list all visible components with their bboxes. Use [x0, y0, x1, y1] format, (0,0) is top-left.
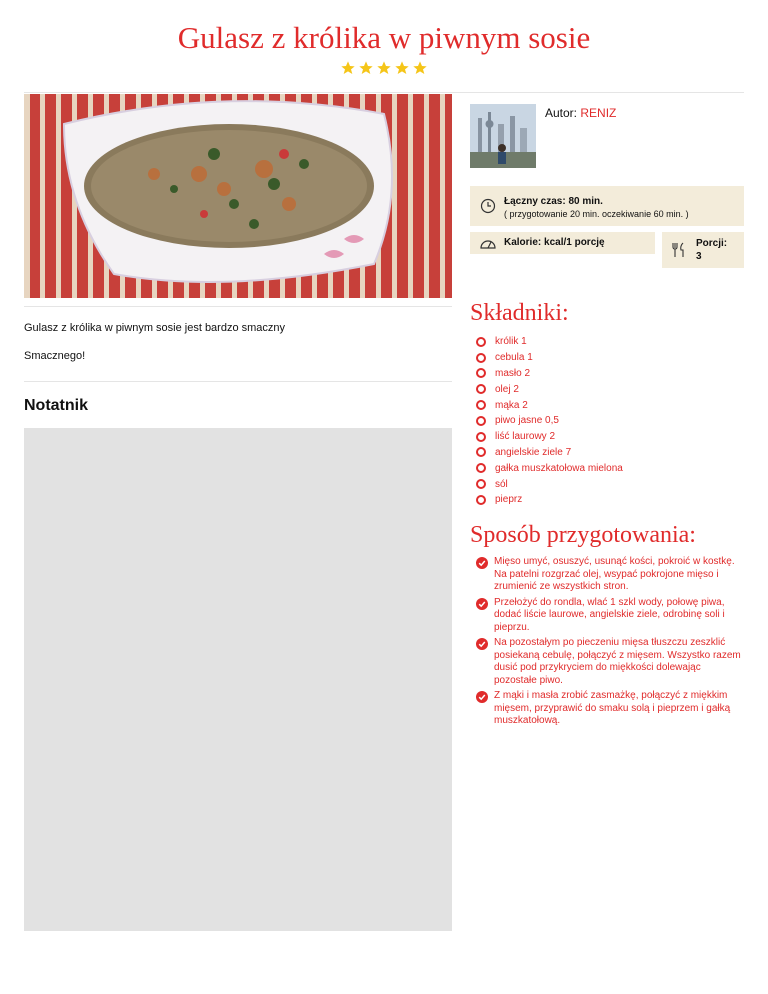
cutlery-icon	[672, 242, 686, 258]
circle-bullet-icon	[476, 416, 486, 426]
ingredient-text: pieprz	[495, 494, 523, 506]
method-step-text: Mięso umyć, osuszyć, usunąć kości, pokroić w kostkę. Na patelni rozgrzać olej, wsypać pokrojone mięso i zrumienić ze wszystkich stron.	[494, 556, 735, 592]
author-label: Autor:	[545, 106, 578, 120]
ingredient-item	[476, 366, 623, 382]
ingredient-text: olej 2	[495, 383, 519, 395]
ingredient-text: sól	[495, 478, 508, 490]
portions-box	[662, 232, 744, 268]
circle-bullet-icon	[476, 463, 486, 473]
ingredient-text: masło 2	[495, 367, 531, 379]
ingredient-text: angielskie ziele 7	[495, 446, 572, 458]
recipe-title: Gulasz z królika w piwnym sosie	[177, 20, 591, 55]
ingredient-item	[476, 492, 623, 508]
circle-bullet-icon	[476, 337, 486, 347]
ingredient-item	[476, 334, 623, 350]
method-step	[476, 637, 744, 687]
portions-value: 3	[696, 251, 702, 262]
ingredient-text: gałka muszkatołowa mielona	[495, 462, 623, 474]
star-icon[interactable]	[376, 60, 392, 76]
divider	[24, 381, 452, 382]
portions-label-text: Porcji:	[696, 238, 728, 249]
ingredients-heading: Składniki:	[470, 300, 569, 326]
ingredient-item	[476, 429, 623, 445]
ingredient-text: królik 1	[495, 336, 527, 348]
circle-bullet-icon	[476, 432, 486, 442]
method-heading: Sposób przygotowania:	[470, 522, 696, 548]
star-icon[interactable]	[340, 60, 356, 76]
method-step	[476, 556, 744, 594]
ingredient-item	[476, 476, 623, 492]
ingredient-item	[476, 460, 623, 476]
divider	[24, 92, 744, 93]
circle-bullet-icon	[476, 353, 486, 363]
check-circle-icon	[476, 557, 488, 569]
ingredient-text: piwo jasne 0,5	[495, 415, 559, 427]
ingredient-item	[476, 397, 623, 413]
total-time-box	[470, 186, 744, 226]
check-circle-icon	[476, 691, 488, 703]
circle-bullet-icon	[476, 447, 486, 457]
method-step	[476, 690, 744, 728]
ingredient-item	[476, 413, 623, 429]
star-icon[interactable]	[394, 60, 410, 76]
circle-bullet-icon	[476, 384, 486, 394]
circle-bullet-icon	[476, 479, 486, 489]
ingredient-item	[476, 445, 623, 461]
rating-stars	[340, 60, 428, 76]
recipe-description: Gulasz z królika w piwnym sosie jest bardzo smaczny	[24, 322, 286, 334]
calories-box	[470, 232, 655, 254]
check-circle-icon	[476, 638, 488, 650]
gauge-icon	[479, 236, 497, 250]
portions-label	[696, 237, 727, 263]
ingredient-item	[476, 381, 623, 397]
check-circle-icon	[476, 598, 488, 610]
clock-icon	[480, 198, 496, 214]
recipe-closing: Smacznego!	[24, 350, 86, 362]
recipe-photo	[24, 94, 452, 298]
ingredients-list	[476, 334, 623, 508]
star-icon[interactable]	[358, 60, 374, 76]
ingredient-item	[476, 350, 623, 366]
total-time-label: Łączny czas: 80 min.	[504, 196, 603, 207]
time-breakdown: ( przygotowanie 20 min. oczekiwanie 60 min. )	[504, 209, 689, 219]
notes-area[interactable]	[24, 428, 452, 931]
method-step	[476, 597, 744, 635]
divider	[24, 306, 452, 307]
circle-bullet-icon	[476, 400, 486, 410]
circle-bullet-icon	[476, 495, 486, 505]
ingredient-text: cebula 1	[495, 352, 533, 364]
calories-label: Kalorie: kcal/1 porcję	[504, 237, 605, 248]
ingredient-text: liść laurowy 2	[495, 431, 556, 443]
ingredient-text: mąka 2	[495, 399, 528, 411]
circle-bullet-icon	[476, 368, 486, 378]
author-avatar[interactable]	[470, 104, 536, 168]
method-step-text: Z mąki i masła zrobić zasmażkę, połączyć z miękkim mięsem, przyprawić do smaku solą i pieprzem i gałką muszkatołową.	[494, 690, 731, 726]
author-line	[545, 106, 616, 120]
author-name-link[interactable]: RENIZ	[580, 106, 617, 120]
method-step-text: Na pozostałym po pieczeniu mięsa tłuszczu zeszklić posiekaną cebulę, połączyć z mięsem. Wszystko razem dusić pod przykryciem do miękkości dolewając pozostałe piwo.	[494, 637, 741, 686]
method-steps	[476, 556, 744, 731]
notes-heading: Notatnik	[24, 397, 88, 414]
method-step-text: Przełożyć do rondla, wlać 1 szkl wody, połowę piwa, dodać liście laurowe, angielskie ziele, odrobinę soli i pieprzu.	[494, 596, 725, 633]
star-icon[interactable]	[412, 60, 428, 76]
